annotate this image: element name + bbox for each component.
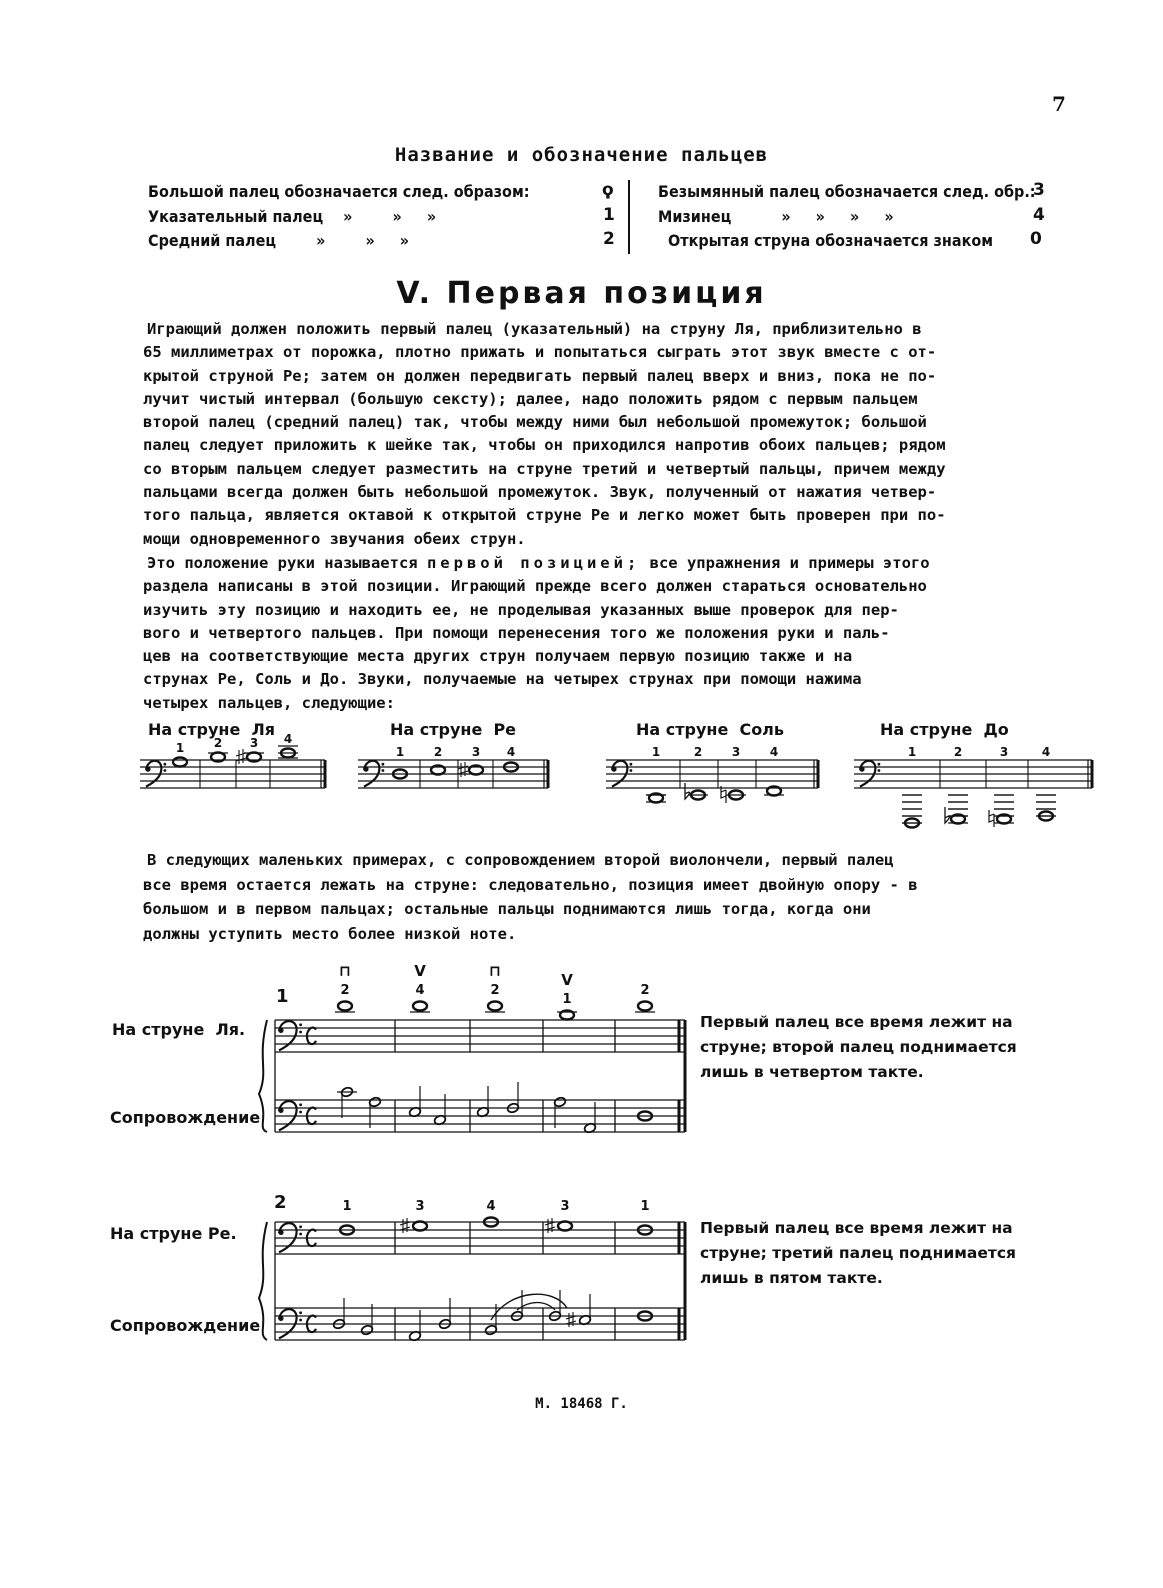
plate-number: М. 18468 Г. bbox=[535, 1396, 628, 1412]
staff-label: На струне Ля. bbox=[112, 1020, 246, 1039]
paragraph-2 bbox=[143, 552, 1071, 715]
finger-digit: 3 bbox=[1033, 180, 1045, 200]
bass-clef-icon bbox=[611, 767, 616, 772]
bass-clef-icon bbox=[278, 1028, 283, 1033]
fingering: 2 bbox=[693, 745, 703, 759]
example-number: 2 bbox=[274, 1192, 287, 1213]
finger-row bbox=[658, 182, 1036, 201]
sharp-icon bbox=[400, 1218, 410, 1233]
fingers-heading: Название и обозначение пальцев bbox=[394, 144, 769, 166]
finger-text: Большой палец обозначается след. образом: bbox=[148, 182, 530, 201]
paragraph-3 bbox=[143, 848, 1071, 946]
whole-note bbox=[173, 758, 187, 767]
clef-dot bbox=[299, 1311, 302, 1314]
text-line: изучить эту позицию и находить ее, не проделывая указанных выше проверок для пер- bbox=[143, 600, 899, 619]
text-line: четырех пальцев, следующие: bbox=[143, 693, 395, 712]
bowing-mark: ⊓ bbox=[339, 962, 351, 980]
text-line bbox=[143, 552, 1071, 575]
clef-dot bbox=[299, 1319, 302, 1322]
finger-row bbox=[658, 207, 894, 226]
whole-note bbox=[338, 1002, 352, 1011]
text-span: Это положение руки называется bbox=[147, 554, 418, 572]
bass-clef-icon bbox=[278, 1108, 283, 1113]
bowing-mark: V bbox=[561, 971, 573, 989]
bass-clef-icon bbox=[363, 767, 368, 772]
text-line: струнах Ре, Соль и До. Звуки, получаемые на четырех струнах при помощи нажима bbox=[143, 670, 862, 689]
finger-text: Открытая струна обозначается знаком bbox=[668, 231, 993, 250]
fingering: 1 bbox=[562, 992, 572, 1007]
sharp-icon bbox=[458, 762, 468, 777]
finger-row bbox=[148, 182, 529, 201]
finger-text: Безымянный палец обозначается след. обр.: bbox=[658, 182, 1036, 201]
finger-text: Мизинец » » » » bbox=[658, 207, 894, 226]
tie-icon bbox=[517, 1303, 555, 1311]
text-line: все время остается лежать на струне: следовательно, позиция имеет двойную опору - в bbox=[143, 875, 918, 894]
fingering: 1 bbox=[640, 1199, 650, 1214]
text-line: Играющий должен положить первый палец (указательный) на струну Ля, приблизительно в bbox=[147, 320, 922, 338]
fingering: 3 bbox=[249, 736, 259, 750]
fingering: 4 bbox=[1041, 745, 1051, 759]
example-number: 1 bbox=[276, 986, 289, 1007]
fingering: 3 bbox=[415, 1199, 425, 1214]
clef-dot bbox=[164, 769, 167, 772]
text-line: большом и в первом пальцах; остальные пальцы поднимаются лишь тогда, когда они bbox=[143, 900, 871, 918]
text-line: В следующих маленьких примерах, с сопровождением второй виолончели, первый палец bbox=[147, 851, 894, 869]
fingering: 2 bbox=[640, 983, 650, 998]
text-line: мощи одновременного звучания обеих струн. bbox=[143, 529, 526, 548]
staff-label: Сопровождение bbox=[110, 1108, 261, 1127]
finger-text: Указательный палец » » » bbox=[148, 207, 437, 226]
fingering: 4 bbox=[506, 745, 516, 759]
fingering: 2 bbox=[433, 745, 443, 759]
fingering: 2 bbox=[213, 736, 223, 750]
text-line: Первый палец все время лежит на bbox=[700, 1013, 1013, 1031]
fingering: 3 bbox=[999, 745, 1009, 759]
finger-row bbox=[148, 231, 409, 250]
emphasis-text: первой позицией; bbox=[426, 554, 641, 572]
fingering: 1 bbox=[175, 741, 185, 755]
finger-row bbox=[148, 207, 436, 226]
fingering: 1 bbox=[342, 1199, 352, 1214]
finger-digit: ϙ bbox=[602, 180, 614, 200]
clef-dot bbox=[878, 763, 881, 766]
clef-dot bbox=[299, 1031, 302, 1034]
clef-dot bbox=[299, 1111, 302, 1114]
text-line: цев на соответствующие места других струн получаем первую позицию также и на bbox=[143, 647, 853, 666]
example-2-score bbox=[255, 1190, 695, 1350]
bass-clef-icon bbox=[145, 767, 150, 772]
string-label: На струне Ре bbox=[390, 720, 517, 739]
whole-note bbox=[558, 1222, 572, 1231]
fingering: 2 bbox=[953, 745, 963, 759]
example-1-note bbox=[700, 1010, 1070, 1085]
text-line: Первый палец все время лежит на bbox=[700, 1219, 1013, 1237]
clef-dot bbox=[382, 769, 385, 772]
clef-dot bbox=[630, 763, 633, 766]
bowing-mark: ⊓ bbox=[489, 962, 501, 980]
fingering: 2 bbox=[490, 983, 500, 998]
string-label: На струне Ля bbox=[148, 720, 276, 739]
clef-dot bbox=[299, 1225, 302, 1228]
text-line: должны уступить место более низкой ноте. bbox=[143, 924, 517, 943]
text-line: второй палец (средний палец) так, чтобы между ними был небольшой промежуток; большой bbox=[143, 413, 927, 432]
fingering: 4 bbox=[486, 1199, 496, 1214]
clef-dot bbox=[878, 769, 881, 772]
text-line: лучит чистый интервал (большую сексту); далее, надо положить рядом с первым пальцем bbox=[143, 389, 918, 408]
finger-text: Средний палец » » » bbox=[148, 231, 410, 250]
clef-dot bbox=[382, 763, 385, 766]
staff-label: На струне Ре. bbox=[110, 1224, 237, 1243]
text-line: вого и четвертого пальцев. При помощи перенесения того же положения руки и паль- bbox=[143, 623, 890, 642]
text-line: лишь в пятом такте. bbox=[700, 1269, 883, 1287]
text-line: со вторым пальцем следует разместить на струне третий и четвертый пальцы, причем между bbox=[143, 459, 946, 478]
clef-dot bbox=[630, 769, 633, 772]
whole-note bbox=[413, 1002, 427, 1011]
natural-icon bbox=[989, 810, 994, 827]
clef-dot bbox=[299, 1023, 302, 1026]
text-line: струне; третий палец поднимается bbox=[700, 1244, 1017, 1262]
bass-clef-icon bbox=[278, 1316, 283, 1321]
fingering: 2 bbox=[340, 983, 350, 998]
text-line: струне; второй палец поднимается bbox=[700, 1038, 1017, 1056]
bass-clef-icon bbox=[278, 1230, 283, 1235]
sharp-icon bbox=[545, 1218, 555, 1233]
text-line: того пальца, является октавой к открытой струне Ре и легко может быть проверен при по- bbox=[143, 506, 946, 525]
fingering: 3 bbox=[471, 745, 481, 759]
clef-dot bbox=[299, 1233, 302, 1236]
finger-digit: 2 bbox=[603, 229, 615, 249]
finger-row bbox=[668, 231, 993, 250]
text-line: раздела написаны в этой позиции. Играющий прежде всего должен стараться основательно bbox=[143, 577, 927, 596]
staff-label: Сопровождение bbox=[110, 1316, 261, 1335]
brace-icon bbox=[259, 1020, 267, 1132]
paragraph-1 bbox=[143, 318, 1071, 551]
text-line: лишь в четвертом такте. bbox=[700, 1063, 924, 1081]
bass-clef-icon bbox=[859, 767, 864, 772]
fingering: 3 bbox=[560, 1199, 570, 1214]
clef-dot bbox=[299, 1103, 302, 1106]
section-title: V. Первая позиция bbox=[396, 276, 767, 311]
text-line: 65 миллиметрах от порожка, плотно прижать и попытаться сыграть этот звук вместе с от- bbox=[143, 343, 937, 362]
finger-digit: 4 bbox=[1033, 205, 1045, 225]
brace-icon bbox=[259, 1222, 267, 1340]
page-number: 7 bbox=[1052, 92, 1066, 116]
sharp-icon bbox=[236, 749, 246, 764]
string-examples-staves bbox=[140, 732, 1100, 820]
text-line: палец следует приложить к шейке так, чтобы он приходился напротив обоих пальцев; рядом bbox=[143, 436, 946, 455]
string-label: На струне Соль bbox=[636, 720, 785, 739]
whole-note bbox=[413, 1222, 427, 1231]
fingering: 4 bbox=[769, 745, 779, 759]
text-line: крытой струной Ре; затем он должен передвигать первый палец вверх и вниз, пока не по- bbox=[143, 366, 937, 385]
fingering: 4 bbox=[415, 983, 425, 998]
finger-digit: 0 bbox=[1030, 229, 1042, 249]
whole-note bbox=[488, 1002, 502, 1011]
fingering: 1 bbox=[395, 745, 405, 759]
clef-dot bbox=[164, 763, 167, 766]
fingering: 1 bbox=[907, 745, 917, 759]
fingers-divider bbox=[628, 180, 630, 254]
flat-icon bbox=[685, 783, 690, 799]
fingering: 4 bbox=[283, 732, 293, 746]
text-span: все упражнения и примеры этого bbox=[649, 554, 930, 572]
whole-note bbox=[638, 1002, 652, 1011]
bowing-mark: V bbox=[414, 962, 426, 980]
fingering: 3 bbox=[731, 745, 741, 759]
example-1-score bbox=[255, 950, 695, 1140]
finger-digit: 1 bbox=[603, 205, 615, 225]
text-line: пальцами всегда должен быть небольшой промежуток. Звук, полученный от нажатия четвер- bbox=[143, 483, 937, 502]
fingering: 1 bbox=[651, 745, 661, 759]
string-label: На струне До bbox=[880, 720, 1009, 739]
example-2-note bbox=[700, 1216, 1070, 1291]
sharp-icon bbox=[566, 1312, 576, 1327]
